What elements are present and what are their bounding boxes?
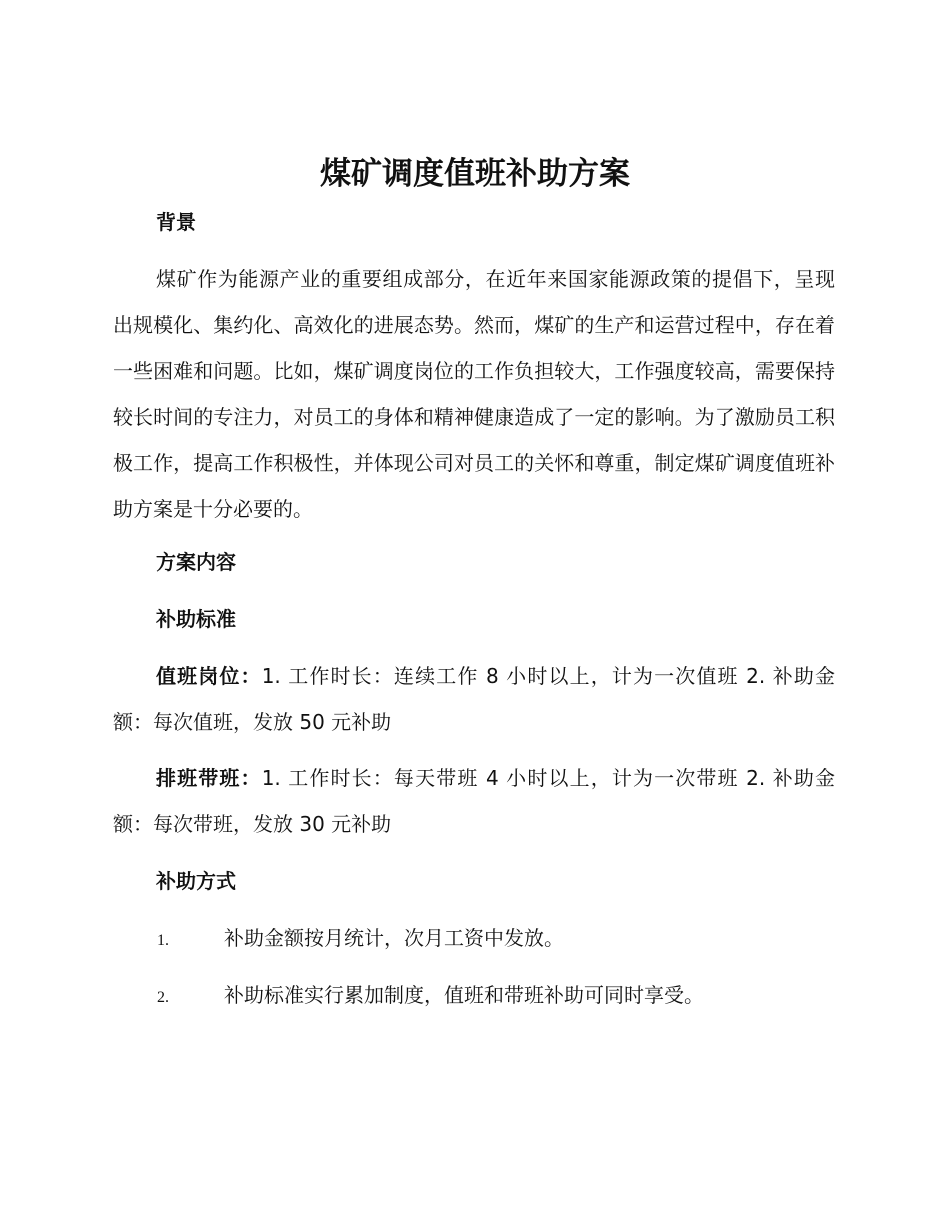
list-number: 2. <box>157 989 169 1006</box>
list-number: 1. <box>157 932 169 949</box>
document-title: 煤矿调度值班补助方案 <box>320 156 630 192</box>
standard-item-lead: 排班带班： <box>156 766 262 790</box>
standard-item-shift-lead <box>113 755 835 847</box>
subsection-heading-standard: 补助标准 <box>156 607 236 631</box>
section-heading-background: 背景 <box>156 210 196 234</box>
standard-item-lead: 值班岗位： <box>156 664 262 688</box>
section-heading-plan: 方案内容 <box>156 550 236 574</box>
standard-item-duty <box>113 653 835 745</box>
method-list-item <box>157 923 857 956</box>
standard-item-text: 1. 工作时长：连续工作 8 小时以上，计为一次值班 2. 补助金额：每次值班，发放 50 元补助 <box>113 664 836 734</box>
background-paragraph: 煤矿作为能源产业的重要组成部分，在近年来国家能源政策的提倡下，呈现出规模化、集约化、高效化的进展态势。然而，煤矿的生产和运营过程中，存在着一些困难和问题。比如，煤矿调度岗位的工作负担较大，工作强度较高，需要保持较长时间的专注力，对员工的身体和精神健康造成了一定的影响。为了激励员工积极工作，提高工作积极性，并体现公司对员工的关怀和尊重，制定煤矿调度值班补助方案是十分必要的。 <box>113 267 835 521</box>
subsection-heading-method: 补助方式 <box>156 869 236 893</box>
method-list-item <box>157 980 857 1013</box>
standard-item-text: 1. 工作时长：每天带班 4 小时以上，计为一次带班 2. 补助金额：每次带班，发放 30 元补助 <box>113 766 836 836</box>
list-item-text: 补助标准实行累加制度，值班和带班补助可同时享受。 <box>224 983 704 1007</box>
list-item-text: 补助金额按月统计，次月工资中发放。 <box>224 926 564 950</box>
